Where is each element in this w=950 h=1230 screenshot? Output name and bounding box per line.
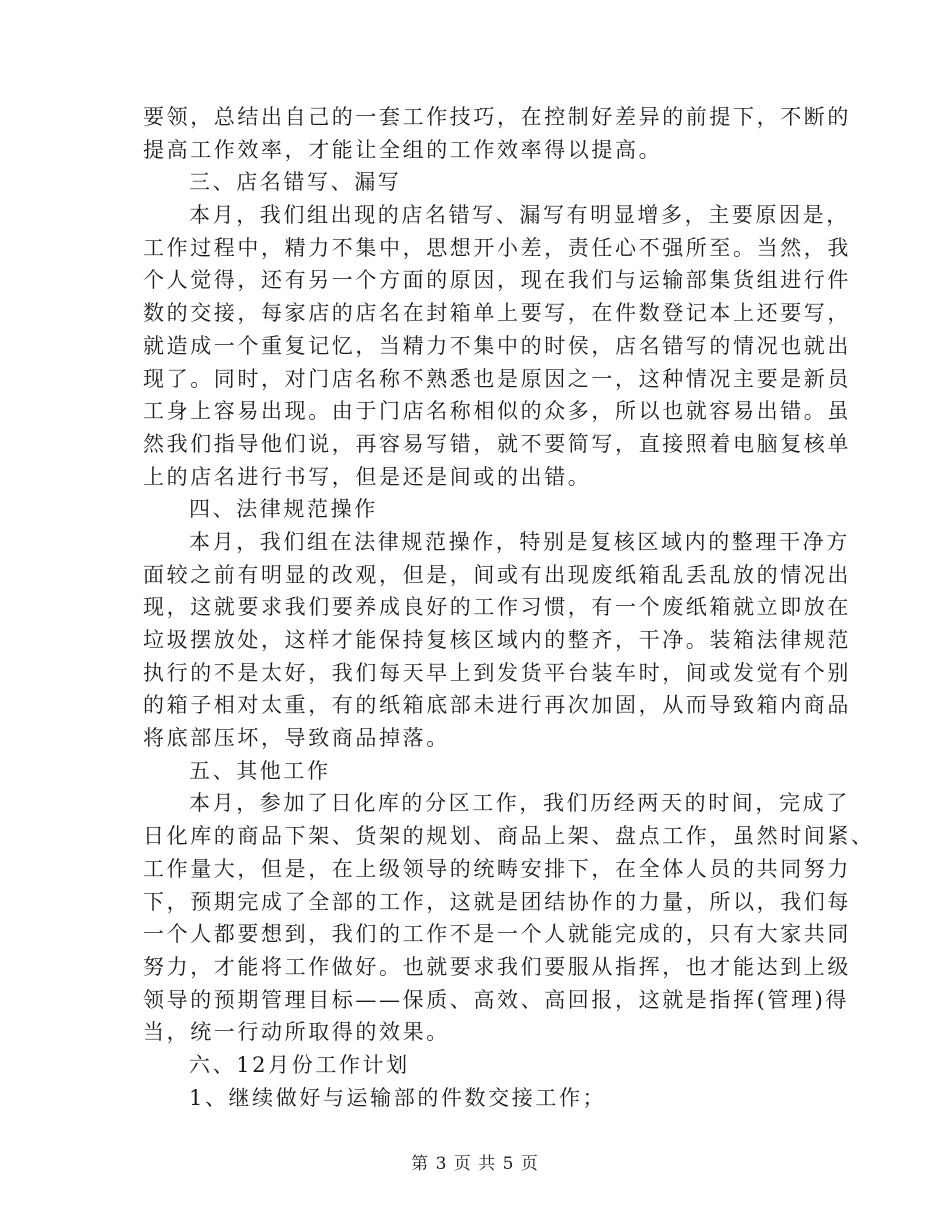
text-line: 的箱子相对太重，有的纸箱底部未进行再次加固，从而导致箱内商品 (143, 693, 851, 718)
text-line: 现了。同时，对门店名称不熟悉也是原因之一，这种情况主要是新员 (143, 366, 851, 391)
text-line: 上的店名进行书写，但是还是间或的出错。 (143, 464, 592, 489)
text-line: 工作量大，但是，在上级领导的统畴安排下，在全体人员的共同努力 (143, 856, 851, 881)
text-line: 日化库的商品下架、货架的规划、商品上架、盘点工作，虽然时间紧、 (143, 824, 875, 849)
text-line: 四、法律规范操作 (189, 497, 378, 522)
text-line: 将底部压坏，导致商品掉落。 (143, 726, 450, 751)
text-line: 现，这就要求我们要养成良好的工作习惯，有一个废纸箱就立即放在 (143, 595, 851, 620)
text-line: 五、其他工作 (189, 758, 331, 783)
text-line: 个人觉得，还有另一个方面的原因，现在我们与运输部集货组进行件 (143, 268, 851, 293)
document-body (143, 101, 875, 1114)
page-number-footer: 第 3 页 共 5 页 (411, 1154, 539, 1174)
text-line: 要领，总结出自己的一套工作技巧，在控制好差异的前提下，不断的 (143, 105, 851, 129)
text-line: 本月，我们组出现的店名错写、漏写有明显增多，主要原因是， (189, 203, 850, 228)
text-line: 提高工作效率，才能让全组的工作效率得以提高。 (143, 137, 663, 162)
text-line: 垃圾摆放处，这样才能保持复核区域内的整齐，干净。装箱法律规范 (143, 628, 851, 652)
text-line: 领导的预期管理目标——保质、高效、高回报，这就是指挥(管理)得 (143, 987, 849, 1012)
text-line: 一个人都要想到，我们的工作不是一个人就能完成的，只有大家共同 (143, 922, 851, 947)
text-line: 就造成一个重复记忆，当精力不集中的时侯，店名错写的情况也就出 (143, 333, 851, 358)
text-line: 执行的不是太好，我们每天早上到发货平台装车时，间或发觉有个别 (143, 660, 851, 685)
text-line: 工作过程中，精力不集中，思想开小差，责任心不强所至。当然，我 (143, 235, 851, 260)
text-line: 1、继续做好与运输部的件数交接工作； (189, 1085, 607, 1110)
text-line: 六、12月份工作计划 (189, 1052, 410, 1077)
text-line: 数的交接，每家店的店名在封箱单上要写，在件数登记本上还要写， (143, 301, 851, 326)
text-line: 面较之前有明显的改观，但是，间或有出现废纸箱乱丢乱放的情况出 (143, 562, 851, 587)
text-line: 当，统一行动所取得的效果。 (143, 1020, 450, 1045)
text-line: 本月，参加了日化库的分区工作，我们历经两天的时间，完成了 (189, 791, 850, 816)
text-line: 工身上容易出现。由于门店名称相似的众多，所以也就容易出错。虽 (143, 399, 851, 424)
text-line: 下，预期完成了全部的工作，这就是团结协作的力量，所以，我们每 (143, 889, 851, 914)
text-line: 然我们指导他们说，再容易写错，就不要简写，直接照着电脑复核单 (143, 431, 851, 456)
text-line: 三、店名错写、漏写 (189, 170, 402, 195)
text-line: 本月，我们组在法律规范操作，特别是复核区域内的整理干净方 (189, 529, 850, 554)
text-line: 努力，才能将工作做好。也就要求我们要服从指挥，也才能达到上级 (143, 954, 851, 979)
